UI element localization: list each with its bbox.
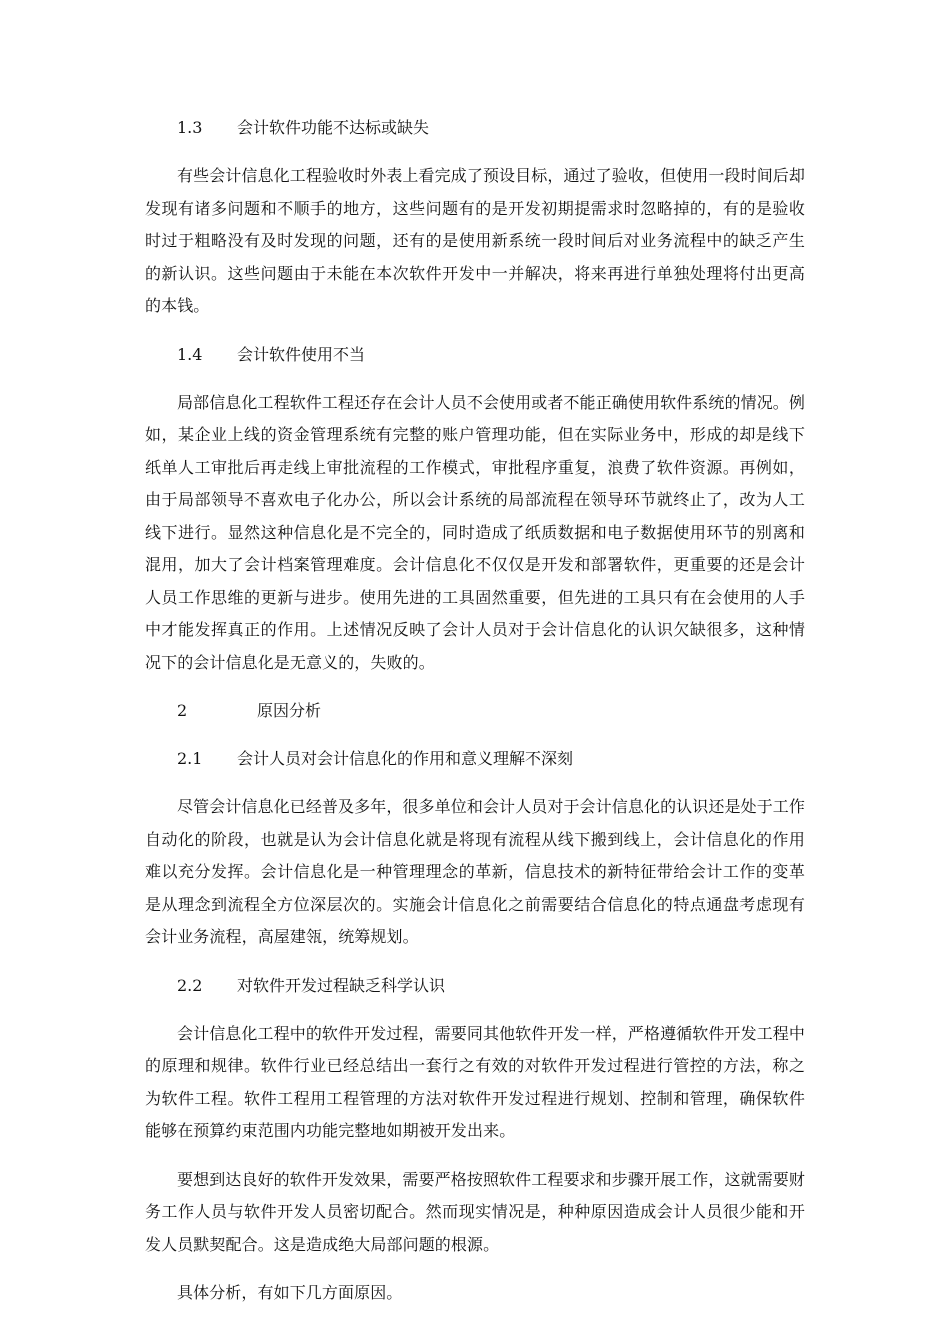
document-body (145, 112, 805, 1326)
section-number: 2.2 (177, 975, 203, 995)
section-heading-1-4 (145, 339, 805, 371)
paragraph: 尽管会计信息化已经普及多年，很多单位和会计人员对于会计信息化的认识还是处于工作自动化的阶段，也就是认为会计信息化就是将现有流程从线下搬到线上，会计信息化的作用难以充分发挥。会计信息化是一种管理理念的革新，信息技术的新特征带给会计工作的变革是从理念到流程全方位深层次的。实施会计信息化之前需要结合信息化的特点通盘考虑现有会计业务流程，高屋建瓴，统筹规划。 (145, 797, 805, 946)
section-title: 对软件开发过程缺乏科学认识 (237, 975, 446, 995)
section-number: 1.3 (177, 118, 203, 137)
section-heading-2 (145, 695, 805, 727)
paragraph: 局部信息化工程软件工程还存在会计人员不会使用或者不能正确使用软件系统的情况。例如，某企业上线的资金管理系统有完整的账户管理功能，但在实际业务中，形成的却是线下纸单人工审批后再走线上审批流程的工作模式，审批程序重复，浪费了软件资源。再例如，由于局部领导不喜欢电子化办公，所以会计系统的局部流程在领导环节就终止了，改为人工线下进行。显然这种信息化是不完全的，同时造成了纸质数据和电子数据使用环节的别离和混用，加大了会计档案管理难度。会计信息化不仅仅是开发和部署软件，更重要的还是会计人员工作思维的更新与进步。使用先进的工具固然重要，但先进的工具只有在会使用的人手中才能发挥真正的作用。上述情况反映了会计人员对于会计信息化的认识欠缺很多，这种情况下的会计信息化是无意义的，失败的。 (145, 392, 805, 672)
section-number: 1.4 (177, 344, 203, 364)
paragraph: 会计信息化工程中的软件开发过程，需要同其他软件开发一样，严格遵循软件开发工程中的原理和规律。软件行业已经总结出一套行之有效的对软件开发过程进行管控的方法，称之为软件工程。软件工程用工程管理的方法对软件开发过程进行规划、控制和管理，确保软件能够在预算约束范围内功能完整地如期被开发出来。 (145, 1023, 805, 1140)
section-number: 2.1 (177, 749, 203, 768)
section-title: 会计软件使用不当 (237, 344, 366, 364)
section-title: 会计人员对会计信息化的作用和意义理解不深刻 (237, 749, 574, 768)
section-title: 会计软件功能不达标或缺失 (237, 118, 430, 137)
section-heading-2-2 (145, 970, 805, 1002)
section-title: 原因分析 (257, 701, 322, 720)
section-heading-2-1 (145, 743, 805, 775)
paragraph: 具体分析，有如下几方面原因。 (177, 1283, 403, 1302)
paragraph: 要想到达良好的软件开发效果，需要严格按照软件工程要求和步骤开展工作，这就需要财务工作人员与软件开发人员密切配合。然而现实情况是，种种原因造成会计人员很少能和开发人员默契配合。这是造成绝大局部问题的根源。 (145, 1169, 805, 1254)
paragraph: 有些会计信息化工程验收时外表上看完成了预设目标，通过了验收，但使用一段时间后却发现有诸多问题和不顺手的地方，这些问题有的是开发初期提需求时忽略掉的，有的是验收时过于粗略没有及时发现的问题，还有的是使用新系统一段时间后对业务流程中的缺乏产生的新认识。这些问题由于未能在本次软件开发中一并解决，将来再进行单独处理将付出更高的本钱。 (145, 166, 805, 315)
section-number: 2 (177, 701, 188, 720)
section-heading-1-3 (145, 112, 805, 144)
